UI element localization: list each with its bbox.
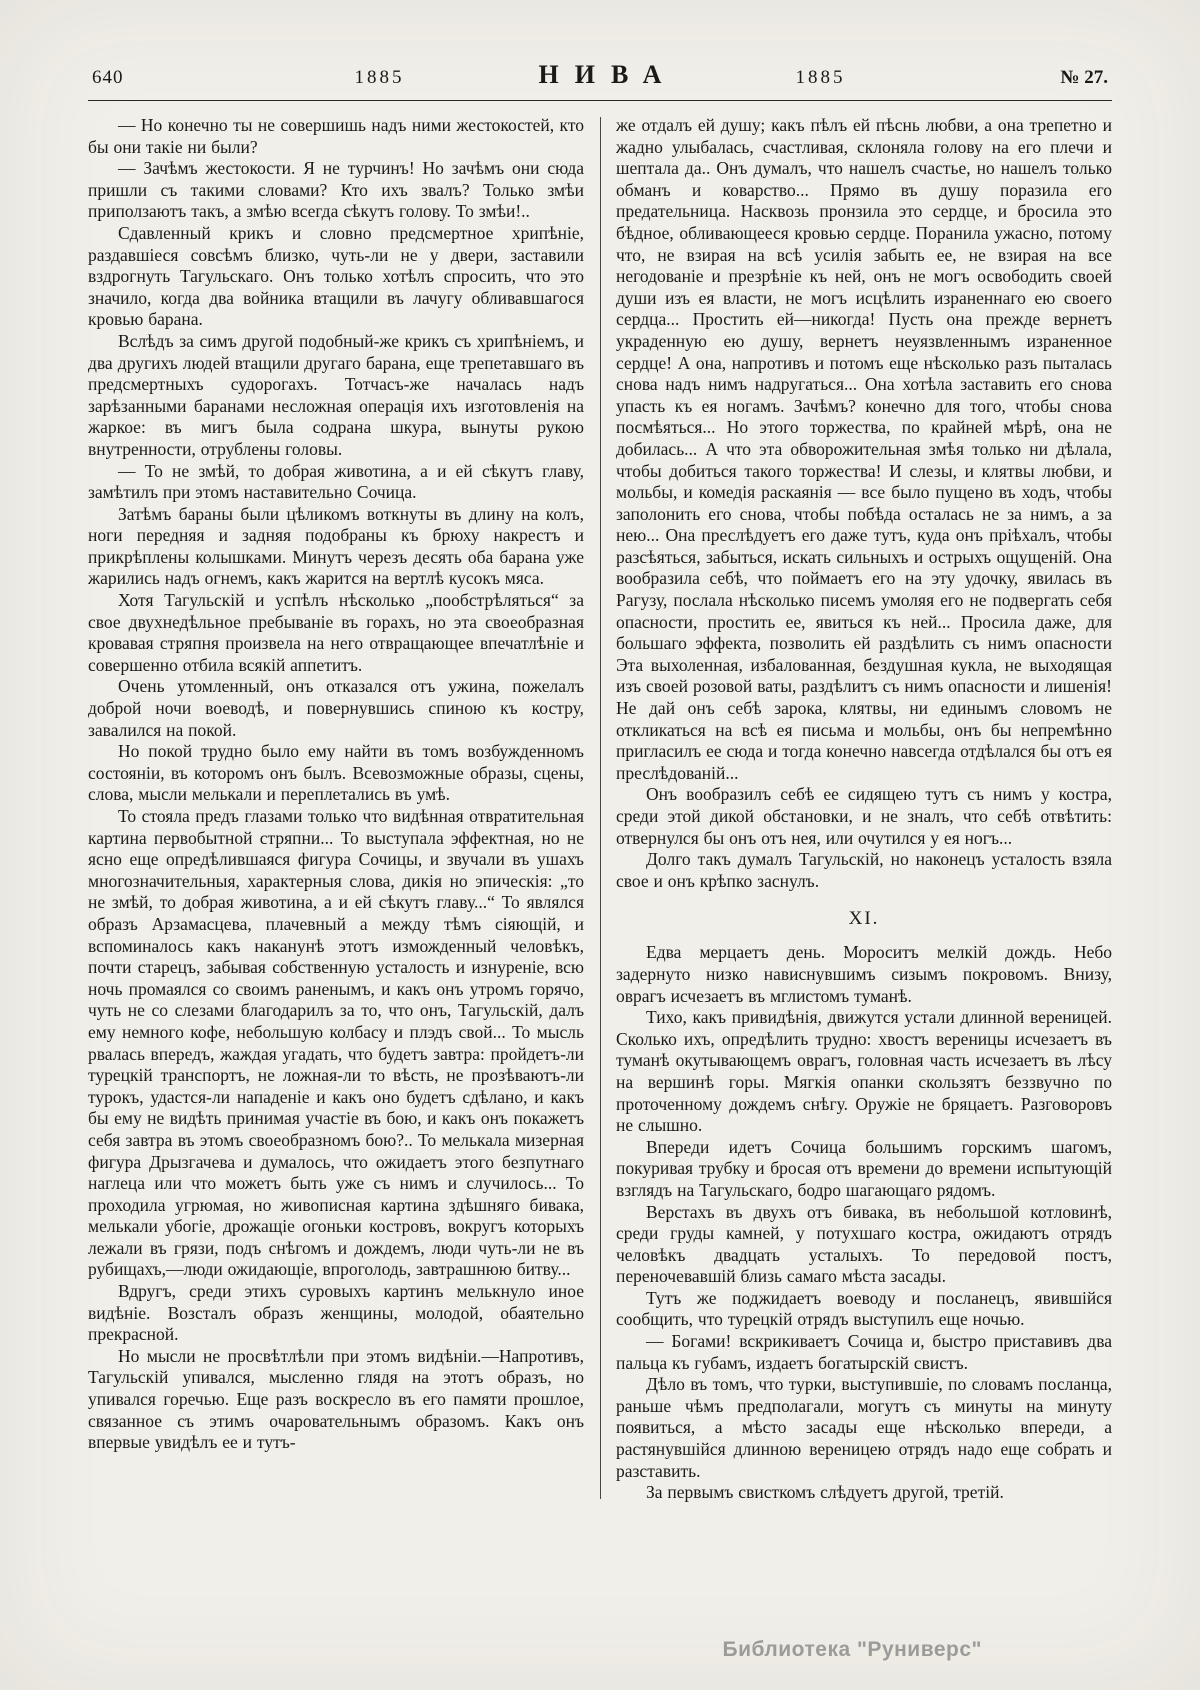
paragraph: Очень утомленный, онъ отказался отъ ужина, пожелалъ доброй ночи воеводѣ, и повернувшись спиною къ костру, завалился на покой.: [88, 676, 584, 740]
right-column: [600, 115, 1112, 1505]
paragraph: же отдалъ ей душу; какъ пѣлъ ей пѣснь любви, а она трепетно и жадно улыбалась, счастливая, склоняла голову на его плечи и шептала да.. Онъ думалъ, что нашелъ счастье, но нашелъ только обманъ и коварство... Прямо въ душу поразила его предательница. Насквозь пронзила это сердце, и бросила это бѣдное, обливающееся кровью сердце. Поранила ужасно, потому что, не взирая на всѣ усилія забыть ее, не взирая на все негодованіе и презрѣніе къ ней, онъ не могъ освободить своей души изъ ея власти, не могъ исцѣлить израненнаго ею своего сердца... Простить ей—никогда! Пусть она прежде вернетъ украденную ею душу, вернетъ неуязвленнымъ израненное сердце! А она, напротивъ и потомъ еще нѣсколько разъ пыталась снова надъ нимъ надругаться... Она хотѣла заставить его снова упасть къ ея ногамъ. Зачѣмъ? конечно для того, чтобы снова посмѣяться... Но этого торжества, по крайней мѣрѣ, она не добилась... А что эта обворожительная змѣя только ни дѣлала, чтобы добиться такого торжества! И слезы, и клятвы любви, и мольбы, и комедія раскаянія — все было пущено въ ходъ, чтобы заполонить его снова, чтобы побѣда осталась не за нимъ, а за нею... Она преслѣдуетъ его даже тутъ, куда онъ пріѣхалъ, чтобы разсѣяться, забыться, искать сильныхъ и острыхъ ощущеній. Она вообразила себѣ, что поймаетъ его на эту удочку, явилась въ Рагузу, послала нѣсколько писемъ умоляя его не подвергать себя опасности, простить ее, явиться къ ней... Просила даже, для большаго эффекта, позволить ей раздѣлить съ нимъ опасности Эта выхоленная, избалованная, бездушная кукла, не выходящая изъ своей розовой ваты, раздѣлитъ съ нимъ опасности и лишенія! Не дай онъ себѣ зарока, клятвы, ни единымъ словомъ не откликаться на всѣ ея письма и мольбы, онъ бы непремѣнно пригласилъ ее сюда и тогда конечно навсегда отдѣлался бы отъ ея преслѣдованій...: [616, 115, 1112, 783]
paragraph: Сдавленный крикъ и словно предсмертное хрипѣніе, раздавшіеся совсѣмъ близко, чуть-ли не у двери, заставили вздрогнуть Тагульскаго. Онъ только хотѣлъ спросить, что это значило, когда два войника втащили въ лачугу обливавшагося кровью барана.: [88, 222, 584, 330]
paragraph: Но мысли не просвѣтлѣли при этомъ видѣніи.—Напротивъ, Тагульскій упивался, мысленно глядя на этотъ образъ, но упивался горечью. Еще разъ воскресло въ его памяти прошлое, связанное съ этимъ очаровательнымъ образомъ. Какъ онъ впервые увидѣлъ ее и тутъ-: [88, 1345, 584, 1453]
paragraph: Вдругъ, среди этихъ суровыхъ картинъ мелькнуло иное видѣніе. Возсталъ образъ женщины, молодой, обаятельно прекрасной.: [88, 1281, 584, 1345]
paragraph: За первымъ свисткомъ слѣдуетъ другой, третій.: [646, 1482, 1004, 1503]
paragraph: То стояла предъ глазами только что видѣнная отвратительная картина первобытной стряпни... То выступала эффектная, но не ясно еще опредѣлившаяся фигура Сочицы, и звучали въ ушахъ многозначительныя, характерныя слова, дикія но эпическія: „то не змѣй, то добрая животина, а и ей сѣкутъ главу...“ То являлся образъ Арзамасцева, плачевный а между тѣмъ сіяющій, и вспоминалось какъ наканунѣ этотъ изможденный человѣкъ, почти старецъ, забывая собственную усталость и изнуреніе, всю ночь промаялся со своимъ раненымъ, и какъ онъ утромъ горячо, чуть не со слезами благодарилъ за то, что онъ, Тагульскій, далъ ему немного кофе, небольшую колбасу и плэдъ свой... То мысль рвалась впередъ, жаждая угадать, что будетъ завтра: пройдетъ-ли турецкій транспортъ, не ложная-ли то вѣсть, не прозѣваютъ-ли турокъ, удастся-ли нападеніе и какъ оно будетъ сдѣлано, и какъ бы ему не видѣть принимая участіе въ бою, и какъ онъ покажетъ себя завтра въ этомъ своеобразномъ бою?.. То мелькала мизерная фигура Дрызгачева и думалось, что ожидаетъ этого безпутнаго наглеца или что можетъ быть уже съ нимъ и случилось... То проходила угрюмая, но живописная картина здѣшняго бивака, мелькали убогіе, дрожащіе огоньки костровъ, вокругъ которыхъ лежали въ грязи, подъ снѣгомъ и дождемъ, люди чуть-ли не въ рубищахъ,—люди ожидающіе, впроголодь, завтрашнюю битву...: [88, 806, 584, 1280]
chapter-heading: XI.: [848, 908, 880, 930]
paragraph: Дѣло въ томъ, что турки, выступившіе, по словамъ посланца, раньше чѣмъ предполагали, могутъ съ минуты на минуту появиться, а мѣсто засады еще нѣсколько впереди, а растянувшійся длинною вереницею отрядъ надо еще собрать и разставить.: [616, 1374, 1112, 1481]
paragraph: Онъ вообразилъ себѣ ее сидящею тутъ съ нимъ у костра, среди этой дикой обстановки, и не зналъ, что себѣ отвѣтить: отвернулся бы онъ отъ нея, или очутился у ея ногъ...: [616, 784, 1112, 848]
left-column: [88, 115, 600, 1505]
page-header: [88, 60, 1112, 100]
year-right: 1885: [795, 67, 846, 88]
header-rule: [88, 100, 1112, 101]
paragraph: — То не змѣй, то добрая животина, а и ей сѣкутъ главу, замѣтилъ при этомъ наставительно Сочица.: [88, 460, 584, 503]
paragraph: — Но конечно ты не совершишь надъ ними жестокостей, кто бы они такіе ни были?: [88, 115, 584, 157]
library-watermark: Библиотека "Руниверс": [722, 1638, 982, 1661]
paragraph: Впереди идетъ Сочица большимъ горскимъ шагомъ, покуривая трубку и бросая отъ времени до времени испытующій взглядъ на Тагульскаго, бодро шагающаго рядомъ.: [616, 1136, 1112, 1200]
paragraph: Хотя Тагульскій и успѣлъ нѣсколько „пообстрѣляться“ за свое двухнедѣльное пребываніе въ горахъ, но эта своеобразная кровавая стряпня произвела на него отвращающее впечатлѣніе и совершенно отбила всякій аппетитъ.: [88, 590, 584, 675]
issue-number: № 27.: [1060, 67, 1108, 88]
text-columns: [88, 115, 1112, 1505]
paragraph: Вслѣдъ за симъ другой подобный-же крикъ съ хрипѣніемъ, и два другихъ людей втащили другаго барана, еще трепетавшаго въ предсмертныхъ судорогахъ. Тотчасъ-же началась надъ зарѣзанными баранами несложная операція ихъ изготовленія на жаркое: въ мигъ была содрана шкура, вынуты рукою внутренности, отрублены головы.: [88, 330, 584, 459]
paragraph: Тихо, какъ привидѣнія, движутся устали длинной вереницей. Сколько ихъ, опредѣлить трудно: хвостъ вереницы исчезаетъ въ туманѣ окутывающемъ оврагъ, головная часть исчезаетъ въ лѣсу на вершинѣ горы. Мягкія опанки скользятъ беззвучно по проточенному дождемъ снѣгу. Оружіе не бряцаетъ. Разговоровъ не слышно.: [616, 1007, 1112, 1136]
paragraph: Но покой трудно было ему найти въ томъ возбужденномъ состояніи, въ которомъ онъ былъ. Всевозможные образы, сцены, слова, мысли мелькали и переплетались въ умѣ.: [88, 741, 584, 805]
page-number: 640: [92, 67, 124, 88]
magazine-title: НИВА: [538, 60, 678, 89]
paragraph: — Богами! вскрикиваетъ Сочица и, быстро приставивъ два пальца къ губамъ, издаетъ богатырскій свистъ.: [616, 1331, 1112, 1373]
paragraph: Затѣмъ бараны были цѣликомъ воткнуты въ длину на колъ, ноги передняя и задняя подобраны къ брюху накрестъ и прикрѣплены колышками. Минутъ черезъ десять оба барана уже жарились надъ огнемъ, какъ жарится на вертлѣ кусокъ мяса.: [88, 503, 584, 589]
paragraph: — Зачѣмъ жестокости. Я не турчинъ! Но зачѣмъ они сюда пришли съ такими словами? Кто ихъ звалъ? Только змѣи приползаютъ такъ, а змѣю всегда сѣкутъ голову. То змѣи!..: [88, 158, 584, 222]
paragraph: Долго такъ думалъ Тагульскій, но наконецъ усталость взяла свое и онъ крѣпко заснулъ.: [616, 849, 1112, 891]
paragraph: Едва мерцаетъ день. Мороситъ мелкій дождь. Небо задернуто низко нависнувшимъ сизымъ покровомъ. Внизу, оврагъ исчезаетъ въ мглистомъ туманѣ.: [616, 942, 1112, 1006]
paragraph: Тутъ же поджидаетъ воеводу и посланецъ, явившійся сообщить, что турецкій отрядъ выступилъ еще ночью.: [616, 1287, 1112, 1330]
paragraph: Верстахъ въ двухъ отъ бивака, въ небольшой котловинѣ, среди груды камней, у потухшаго костра, ожидаютъ отрядъ человѣкъ двадцать усталыхъ. То передовой постъ, переночевавшій близь самаго мѣста засады.: [616, 1201, 1112, 1287]
year-left: 1885: [354, 67, 405, 88]
